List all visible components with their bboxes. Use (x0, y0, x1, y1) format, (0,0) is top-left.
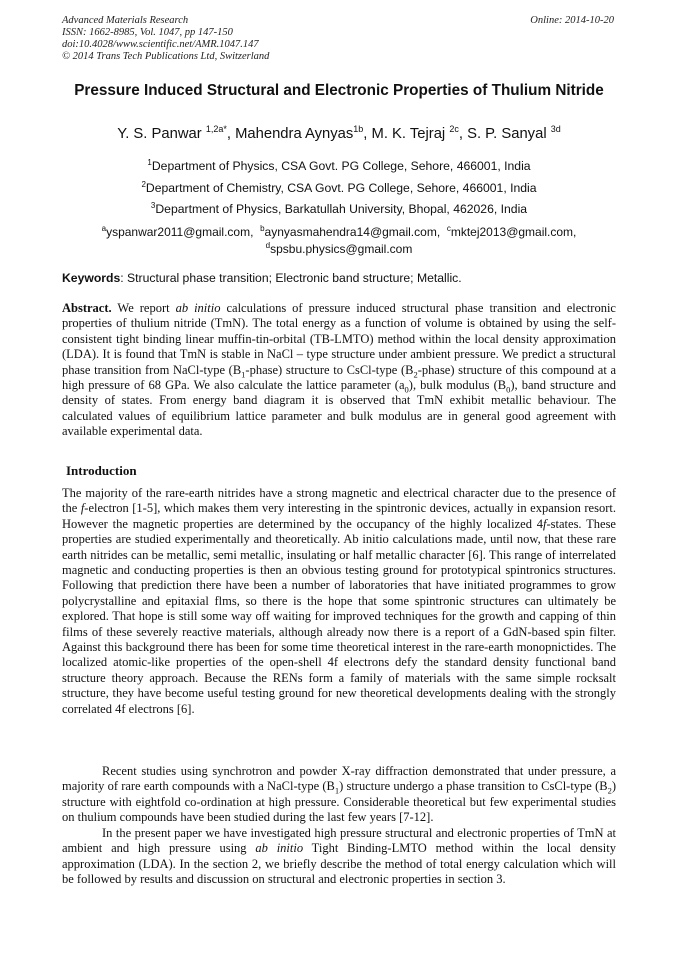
journal-issn: ISSN: 1662-8985, Vol. 1047, pp 147-150 (62, 27, 233, 38)
abstract-text: -phase) structure to CsCl-type (B (245, 362, 414, 377)
email-link[interactable]: mktej2013@gmail.com, (450, 225, 577, 239)
body-text: Recent studies using synchrotron and powder X-ray diffraction demonstrated that under pressure, a majority of rare earth compounds with a NaCl-type (B (62, 764, 616, 794)
abstract-subscript: 0 (404, 384, 409, 395)
body-text: ) structure with eightfold co-ordination at high pressure. Considerable theoretical but few experimental studies on thulium compounds have been studied during the last few years [7-12]. (62, 779, 616, 825)
author-affiliation-mark: 1,2a* (205, 124, 227, 134)
section-heading-introduction: Introduction (66, 463, 137, 478)
body-italic: ab initio (255, 841, 304, 856)
journal-copyright: © 2014 Trans Tech Publications Ltd, Switzerland (62, 51, 270, 62)
abstract-subscript: 1 (241, 369, 246, 380)
abstract-text: calculations of pressure induced structural phase transition and electronic properties of thulium nitride (TmN). The total energy as a function of volume is obtained by using the self-consistent tight binding linear muffin-tin-orbital (TB-LMTO) method within the local density approximation (LDA). It is found that TmN is stable in NaCl – type structure under ambient pressure. We predict a structural phase transition from NaCl-type (B (62, 301, 616, 377)
abstract-subscript: 2 (413, 369, 418, 380)
email-link[interactable]: yspanwar2011@gmail.com, (106, 225, 254, 239)
affiliation-text: Department of Chemistry, CSA Govt. PG College, Sehore, 466001, India (145, 181, 537, 196)
email-link[interactable]: aynyasmahendra14@gmail.com, (264, 225, 441, 239)
introduction-paragraph-3 (62, 826, 616, 888)
author-list (62, 124, 616, 142)
journal-header (62, 15, 269, 63)
body-text: -states. These properties are studied experimentally and theoretically. Ab initio calculations made, until now, that these rare earth nitrides can be metallic, semi metallic, insulating or half metallic character [6]. This range of interrelated magnetic and conducting properties is then an obvious testing ground for prototypical spintronics structures. Following that prediction there have been a number of laboratories that have initiated programmes to grow polycrystalline and epitaxial flms, so there is the hope that some spintronic structures can ultimately be explored. That hope is still some way off waiting for improved techniques for the growth and capping of thin films of these severely reactive materials, although already now there is a report of a GdN-based spin filter. Against this background there has been for some time theoretical interest in the rare-earth monopnictides. The localized atomic-like properties of the open-shell 4f electrons defy the standard density functional band structure theory approach. Because the RENs form a family of materials with the same simple rocksalt structure, they have become useful testing ground for new theoretical developments dealing with the strongly correlated 4f electrons [6]. (62, 516, 616, 716)
online-date: Online: 2014-10-20 (530, 15, 614, 26)
body-text: In the present paper we have investigated high pressure structural and electronic properties of TmN at ambient and high pressure using (62, 826, 616, 856)
introduction-paragraph-2 (62, 764, 616, 826)
body-italic: f (80, 501, 85, 516)
abstract-text: We report (111, 301, 176, 315)
keywords (62, 271, 616, 285)
author-name: , M. K. Tejraj (363, 125, 450, 142)
author-affiliation-mark: 3d (550, 124, 561, 134)
affiliation-mark: 3 (150, 201, 156, 210)
author-name: , Mahendra Aynyas (226, 125, 354, 142)
affiliation-text: Department of Physics, CSA Govt. PG College, Sehore, 466001, India (151, 159, 531, 174)
body-text: Tight Binding-LMTO method within the local density approximation (LDA). In the section 2, we briefly describe the method of total energy calculation which will be followed by results and discussion on structural and electronic properties in section 3. (62, 841, 616, 887)
author-name: Y. S. Panwar (117, 125, 206, 142)
abstract-text: ), band structure and density of states. From energy band diagram it is observed that TmN exhibit metallic behaviour. The calculated values of equilibrium lattice parameter and bulk modulus are in general good agreement with available experimental data. (62, 378, 616, 439)
body-text: -electron [1-5], which makes them very interesting in the spintronic devices, actually in expansion resort. However the magnetic properties are determined by the occupancy of the highly localized 4 (62, 501, 616, 531)
email-mark: b (260, 224, 265, 233)
affiliation-mark: 1 (147, 158, 152, 167)
affiliation (62, 201, 616, 216)
body-italic: f (543, 516, 547, 531)
abstract-text: ), bulk modulus (B (408, 378, 507, 393)
abstract-italic: ab initio (175, 301, 221, 315)
body-text: The majority of the rare-earth nitrides have a strong magnetic and electrical character due to the presence of the (62, 486, 616, 516)
email-list (62, 222, 616, 256)
journal-name: Advanced Materials Research (62, 15, 189, 26)
affiliation-mark: 2 (141, 180, 146, 189)
paper-title: Pressure Induced Structural and Electronic Properties of Thulium Nitride (74, 82, 604, 99)
abstract-label: Abstract. (62, 301, 112, 315)
abstract-subscript: 0 (506, 384, 511, 395)
author-affiliation-mark: 1b (353, 124, 364, 134)
affiliation-text: Department of Physics, Barkatullah University, Bhopal, 462026, India (155, 202, 528, 217)
keywords-label: Keywords (62, 271, 121, 285)
body-subscript: 2 (607, 785, 612, 796)
email-mark: c (446, 224, 451, 233)
body-text: ) structure undergo a phase transition to CsCl-type (B (339, 779, 608, 794)
email-mark: a (101, 224, 107, 233)
author-affiliation-mark: 2c (449, 124, 459, 134)
body-subscript: 1 (334, 785, 340, 796)
introduction-paragraph-1 (62, 486, 616, 717)
author-name: , S. P. Sanyal (458, 125, 551, 142)
affiliation (62, 180, 616, 195)
email-link[interactable]: spsbu.physics@gmail.com (270, 242, 413, 256)
abstract-text: -phase) structure of this compound at a high pressure of 68 GPa. We also calculate the lattice parameter (a (62, 362, 616, 393)
keywords-text: : Structural phase transition; Electronic band structure; Metallic. (120, 271, 462, 285)
affiliation (62, 158, 616, 173)
email-mark: d (265, 241, 271, 250)
abstract (62, 301, 616, 440)
journal-doi: doi:10.4028/www.scientific.net/AMR.1047.147 (62, 39, 259, 50)
